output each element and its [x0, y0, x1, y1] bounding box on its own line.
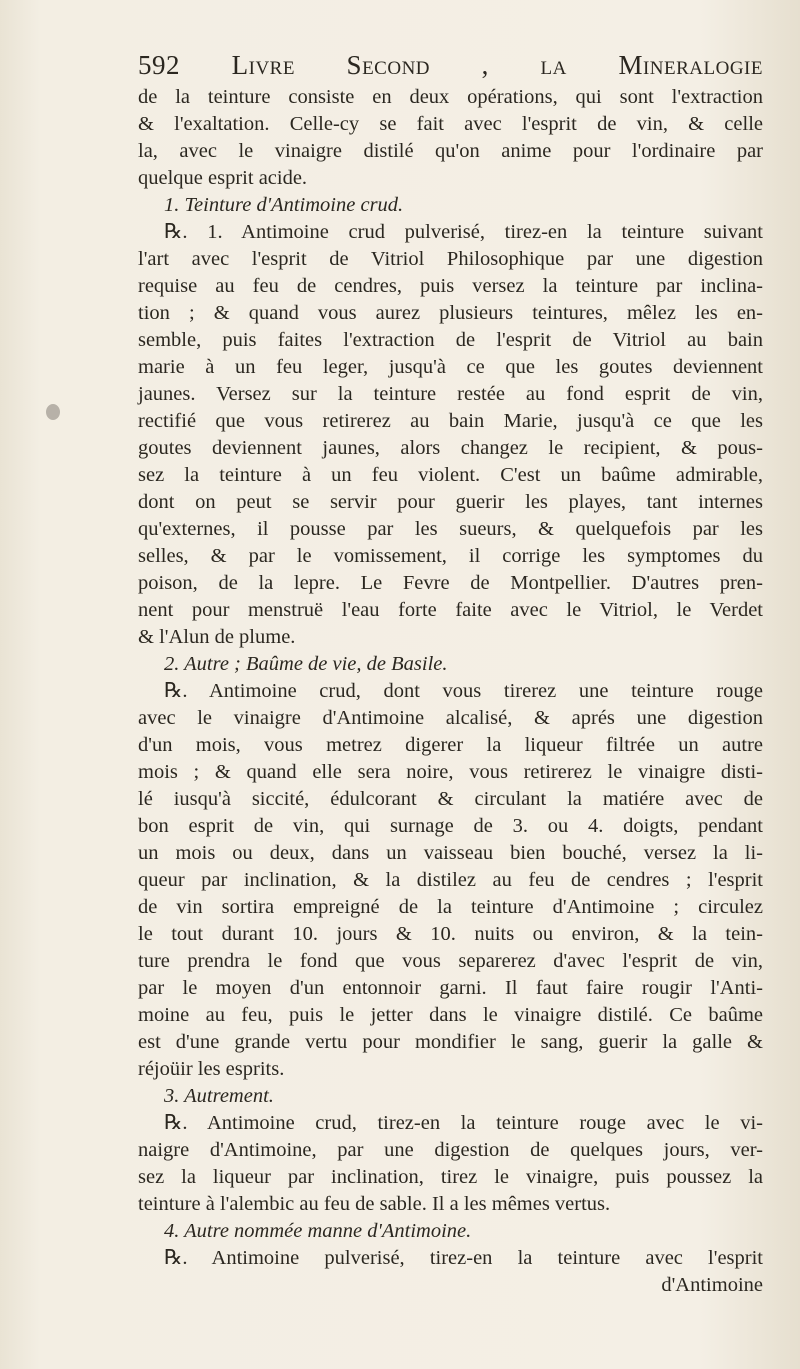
text-line: nent pour menstruë l'eau forte faite avec le Vitriol, le Verdet	[138, 599, 763, 621]
text-line: moine au feu, puis le jetter dans le vinaigre distilé. Ce baûme	[138, 1004, 763, 1026]
text-line: semble, puis faites l'extraction de l'esprit de Vitriol au bain	[138, 329, 763, 351]
text-line: marie à un feu leger, jusqu'à ce que les goutes deviennent	[138, 356, 763, 378]
text-line: sez la liqueur par inclination, tirez le vinaigre, puis poussez la	[138, 1166, 763, 1188]
catchword: d'Antimoine	[661, 1274, 763, 1296]
text-line: de la teinture consiste en deux opérations, qui sont l'extraction	[138, 86, 763, 108]
text-line: l'art avec l'esprit de Vitriol Philosophique par une digestion	[138, 248, 763, 270]
text-line: & l'Alun de plume.	[138, 626, 296, 648]
section-heading: 1. Teinture d'Antimoine crud.	[164, 194, 404, 216]
text-line: rectifié que vous retirerez au bain Marie, jusqu'à ce que les	[138, 410, 763, 432]
text-line: quelque esprit acide.	[138, 167, 308, 189]
text-line: ℞. Antimoine crud, dont vous tirerez une teinture rouge	[164, 680, 763, 702]
section-heading: 3. Autrement.	[164, 1085, 274, 1107]
text-line: mois ; & quand elle sera noire, vous retirerez le vinaigre disti-	[138, 761, 763, 783]
text-line: ℞. Antimoine crud, tirez-en la teinture rouge avec le vi-	[164, 1112, 763, 1134]
text-line: un mois ou deux, dans un vaisseau bien bouché, versez la li-	[138, 842, 763, 864]
text-line: poison, de la lepre. Le Fevre de Montpellier. D'autres pren-	[138, 572, 763, 594]
text-line: requise au feu de cendres, puis versez la teinture par inclina-	[138, 275, 763, 297]
scan-speck	[46, 404, 60, 420]
text-line: goutes deviennent jaunes, alors changez le recipient, & pous-	[138, 437, 763, 459]
text-line: teinture à l'alembic au feu de sable. Il a les mêmes vertus.	[138, 1193, 611, 1215]
text-line: le tout durant 10. jours & 10. nuits ou environ, & la tein-	[138, 923, 763, 945]
text-line: dont on peut se servir pour guerir les playes, tant internes	[138, 491, 763, 513]
running-header: 592 Livre Second , la Mineralogie	[138, 50, 763, 80]
section-heading: 2. Autre ; Baûme de vie, de Basile.	[164, 653, 448, 675]
text-line: réjoüir les esprits.	[138, 1058, 285, 1080]
text-line: avec le vinaigre d'Antimoine alcalisé, & aprés une digestion	[138, 707, 763, 729]
section-heading: 4. Autre nommée manne d'Antimoine.	[164, 1220, 472, 1242]
text-line: est d'une grande vertu pour mondifier le sang, guerir la galle &	[138, 1031, 763, 1053]
page-text	[138, 40, 763, 1299]
text-line: ture prendra le fond que vous separerez d'avec l'esprit de vin,	[138, 950, 763, 972]
text-line: bon esprit de vin, qui surnage de 3. ou 4. doigts, pendant	[138, 815, 763, 837]
text-line: qu'externes, il pousse par les sueurs, & quelquefois par les	[138, 518, 763, 540]
text-line: ℞. Antimoine pulverisé, tirez-en la teinture avec l'esprit	[164, 1247, 763, 1269]
text-line: la, avec le vinaigre distilé qu'on anime pour l'ordinaire par	[138, 140, 763, 162]
text-line: queur par inclination, & la distilez au feu de cendres ; l'esprit	[138, 869, 763, 891]
text-line: & l'exaltation. Celle-cy se fait avec l'esprit de vin, & celle	[138, 113, 763, 135]
text-line: de vin sortira empreigné de la teinture d'Antimoine ; circulez	[138, 896, 763, 918]
text-line: sez la teinture à un feu violent. C'est un baûme admirable,	[138, 464, 763, 486]
text-line: d'un mois, vous metrez digerer la liqueur filtrée un autre	[138, 734, 763, 756]
text-line: jaunes. Versez sur la teinture restée au fond esprit de vin,	[138, 383, 763, 405]
text-line: par le moyen d'un entonnoir garni. Il faut faire rougir l'Anti-	[138, 977, 763, 999]
text-line: selles, & par le vomissement, il corrige les symptomes du	[138, 545, 763, 567]
text-line: naigre d'Antimoine, par une digestion de quelques jours, ver-	[138, 1139, 763, 1161]
text-line: tion ; & quand vous aurez plusieurs teintures, mêlez les en-	[138, 302, 763, 324]
text-line: lé iusqu'à siccité, édulcorant & circulant la matiére avec de	[138, 788, 763, 810]
text-line: ℞. 1. Antimoine crud pulverisé, tirez-en la teinture suivant	[164, 221, 763, 243]
